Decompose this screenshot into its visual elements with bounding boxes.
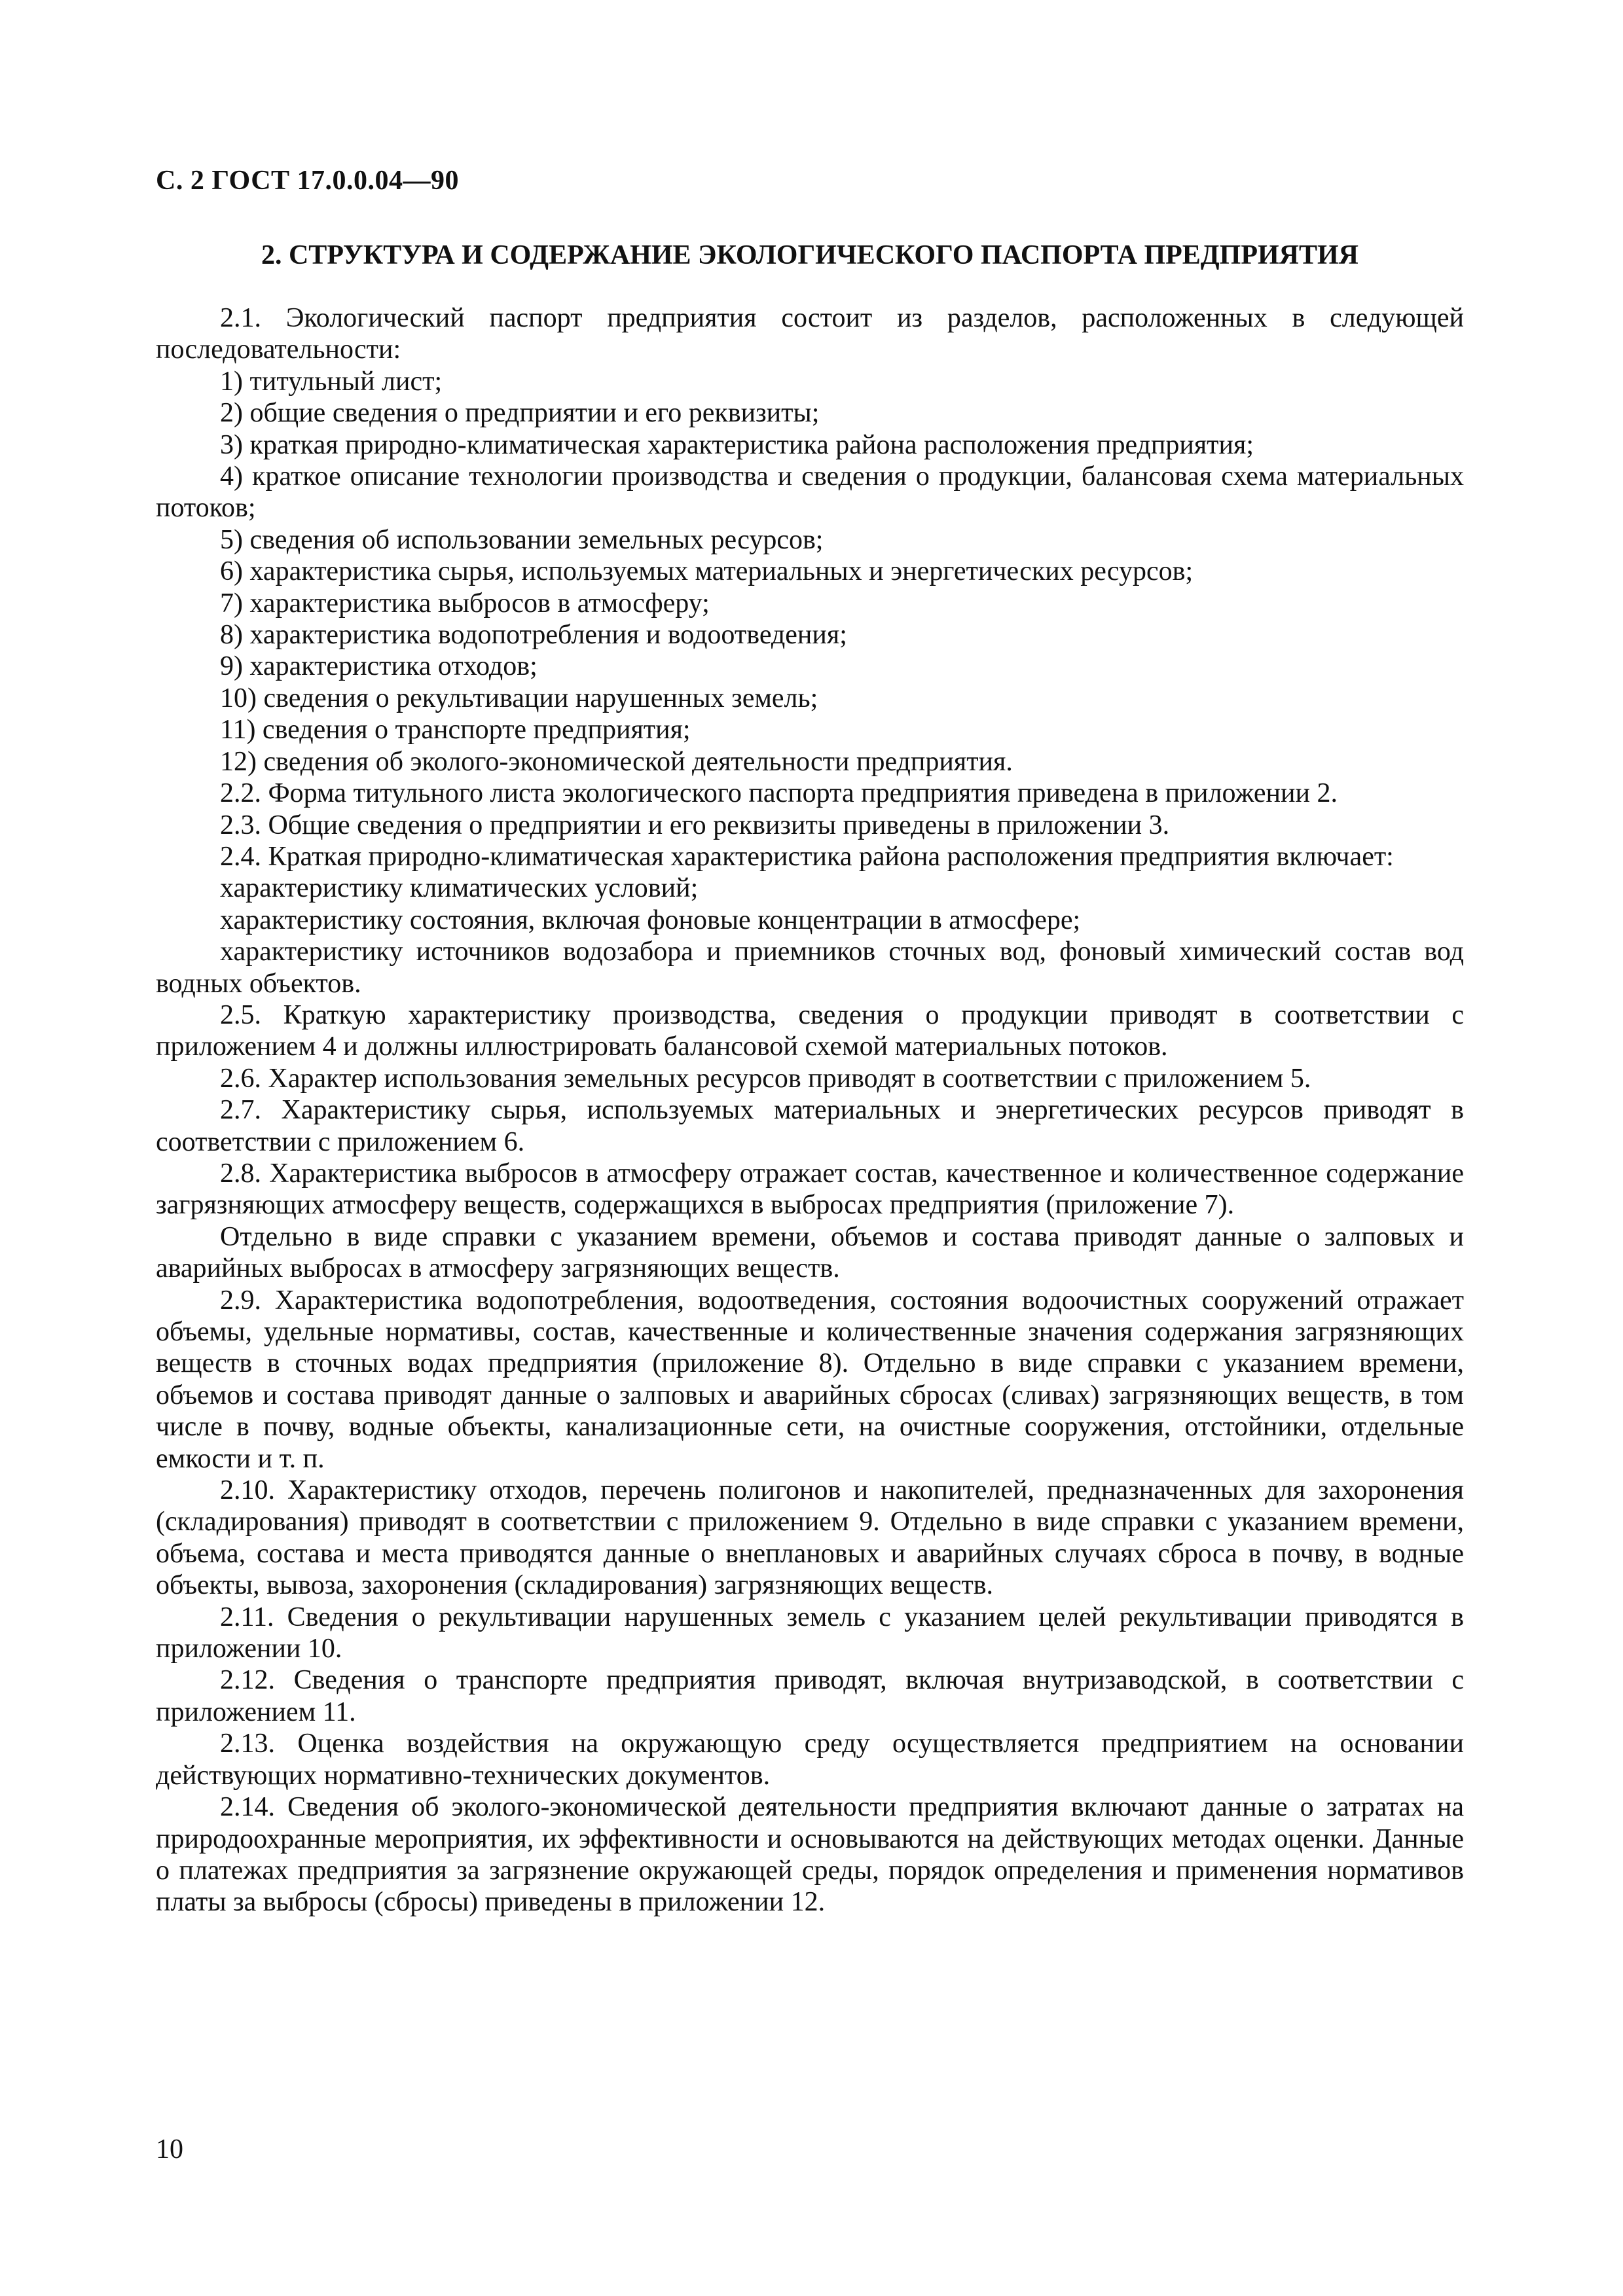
paragraph-2-4: 2.4. Краткая природно-климатическая характеристика района расположения предприятия включает: bbox=[220, 841, 1394, 872]
sub-item-state: характеристику состояния, включая фоновые концентрации в атмосфере; bbox=[220, 905, 1081, 935]
paragraph-2-13: 2.13. Оценка воздействия на окружающую среду осуществляется предприятием на основании действующих нормативно-технических документов. bbox=[156, 1729, 1464, 1791]
paragraph-2-11: 2.11. Сведения о рекультивации нарушенных земель с указанием целей рекультивации приводятся в приложении 10. bbox=[156, 1602, 1464, 1664]
list-item-9: 9) характеристика отходов; bbox=[220, 651, 538, 682]
paragraph-2-10: 2.10. Характеристику отходов, перечень полигонов и накопителей, предназначенных для захоронения (складирования) приводят в соответствии с приложением 9. Отдельно в виде справки с указанием времени, объема, состава и места приводятся данные о внеплановых и аварийных случаях сброса в почву, в водные объекты, вывоза, захоронения (складирования) загрязняющих веществ. bbox=[156, 1475, 1464, 1601]
list-item-8: 8) характеристика водопотребления и водоотведения; bbox=[220, 620, 847, 651]
paragraph-2-8-note: Отдельно в виде справки с указанием времени, объемов и состава приводят данные о залповых и аварийных выбросах в атмосферу загрязняющих веществ. bbox=[156, 1221, 1464, 1284]
paragraph-2-7: 2.7. Характеристику сырья, используемых материальных и энергетических ресурсов приводят в соответствии с приложением 6. bbox=[156, 1095, 1464, 1157]
list-item-2: 2) общие сведения о предприятии и его реквизиты; bbox=[220, 398, 820, 429]
section-title: 2. СТРУКТУРА И СОДЕРЖАНИЕ ЭКОЛОГИЧЕСКОГО ПАСПОРТА ПРЕДПРИЯТИЯ bbox=[261, 240, 1359, 270]
running-head: С. 2 ГОСТ 17.0.0.04—90 bbox=[156, 166, 460, 196]
paragraph-2-8: 2.8. Характеристика выбросов в атмосферу отражает состав, качественное и количественное содержание загрязняющих атмосферу веществ, содержащихся в выбросах предприятия (приложение 7). bbox=[156, 1158, 1464, 1221]
list-item-11: 11) сведения о транспорте предприятия; bbox=[220, 715, 691, 745]
sub-item-climate: характеристику климатических условий; bbox=[220, 873, 699, 904]
list-item-10: 10) сведения о рекультивации нарушенных земель; bbox=[220, 683, 818, 713]
list-item-3: 3) краткая природно-климатическая характеристика района расположения предприятия; bbox=[220, 429, 1254, 460]
paragraph-2-12: 2.12. Сведения о транспорте предприятия приводят, включая внутризаводской, в соответствии с приложением 11. bbox=[156, 1665, 1464, 1727]
list-item-7: 7) характеристика выбросов в атмосферу; bbox=[220, 588, 710, 619]
paragraph-2-14: 2.14. Сведения об эколого-экономической деятельности предприятия включают данные о затратах на природоохранные мероприятия, их эффективности и основываются на действующих методах оценки. Данные о платежах предприятия за загрязнение окружающей среды, порядок определения и применения нормативов платы за выбросы (сбросы) приведены в приложении 12. bbox=[156, 1792, 1464, 1918]
paragraph-2-5: 2.5. Краткую характеристику производства, сведения о продукции приводят в соответствии с приложением 4 и должны иллюстрировать балансовой схемой материальных потоков. bbox=[156, 999, 1464, 1062]
document-body bbox=[156, 302, 1464, 1918]
list-item-4: 4) краткое описание технологии производства и сведения о продукции, балансовая схема материальных потоков; bbox=[156, 461, 1464, 524]
sub-item-water-sources: характеристику источников водозабора и приемников сточных вод, фоновый химический состав вод водных объектов. bbox=[156, 937, 1464, 999]
list-item-1: 1) титульный лист; bbox=[220, 366, 443, 397]
paragraph-2-3: 2.3. Общие сведения о предприятии и его реквизиты приведены в приложении 3. bbox=[220, 810, 1170, 840]
paragraph-2-6: 2.6. Характер использования земельных ресурсов приводят в соответствии с приложением 5. bbox=[220, 1063, 1311, 1094]
paragraph-2-9: 2.9. Характеристика водопотребления, водоотведения, состояния водоочистных сооружений отражает объемы, удельные нормативы, состав, качественные и количественные значения содержания загрязняющих веществ в сточных водах предприятия (приложение 8). Отдельно в виде справки с указанием времени, объемов и состава приводят данные о залповых и аварийных сбросах (сливах) загрязняющих веществ, в том числе в почву, водные объекты, канализационные сети, на очистные сооружения, отстойники, отдельные емкости и т. п. bbox=[156, 1285, 1464, 1474]
paragraph-2-2: 2.2. Форма титульного листа экологического паспорта предприятия приведена в приложении 2. bbox=[220, 778, 1338, 809]
list-item-5: 5) сведения об использовании земельных ресурсов; bbox=[220, 524, 824, 555]
page-number: 10 bbox=[156, 2134, 183, 2164]
list-item-12: 12) сведения об эколого-экономической деятельности предприятия. bbox=[220, 746, 1013, 777]
paragraph-2-1: 2.1. Экологический паспорт предприятия состоит из разделов, расположенных в следующей последовательности: bbox=[156, 303, 1464, 365]
list-item-6: 6) характеристика сырья, используемых материальных и энергетических ресурсов; bbox=[220, 556, 1194, 587]
